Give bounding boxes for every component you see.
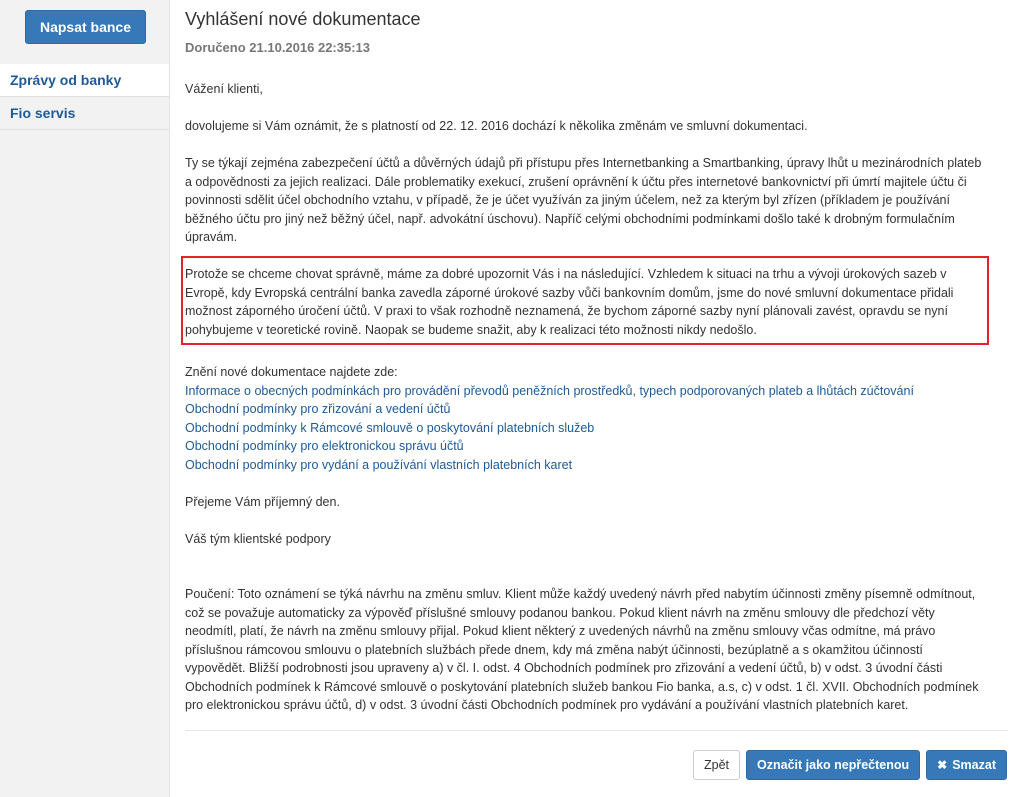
link-electronic-account-terms[interactable]: Obchodní podmínky pro elektronickou správu účtů xyxy=(185,439,464,453)
link-account-terms[interactable]: Obchodní podmínky pro zřizování a vedení účtů xyxy=(185,402,451,416)
delete-button-label: Smazat xyxy=(952,758,996,772)
legal-notice: Poučení: Toto oznámení se týká návrhu na změnu smluv. Klient může každý uvedený návrh před nabytím účinnosti změny písemně odmítnout, což se považuje automaticky za výpověď příslušné smlouvy podanou bankou. Pokud klient návrh na změnu smlouvy dle předchozí věty neodmítl, platí, že návrh na změnu smlouvy přijal. Pokud klient některý z uvedených návrhů na změnu smlouvy včas odmítne, má právo příslušnou rámcovou smlouvu o platebních službách přede dnem, kdy má změna nabýt účinnosti, bezúplatně a s okamžitou účinností vypovědět. Bližší podrobnosti jsou upraveny a) v čl. I. odst. 4 Obchodních podmínek pro zřizování a vedení účtů, b) v odst. 3 úvodní části Obchodních podmínek k Rámcové smlouvě o poskytování platebních služeb bankou Fio banka, a.s, c) v odst. 1 čl. XVII. Obchodních podmínek pro elektronickou správu účtů, d) v odst. 3 úvodní části Obchodních podmínek pro vydávání a používání vlastních platebních karet. xyxy=(185,587,979,712)
link-payment-info[interactable]: Informace o obecných podmínkách pro provádění převodů peněžních prostředků, typech podporovaných plateb a lhůtách zúčtování xyxy=(185,383,914,398)
delete-button[interactable] xyxy=(926,750,1007,780)
message-title: Vyhlášení nové dokumentace xyxy=(185,9,421,29)
compose-message-button[interactable]: Napsat bance xyxy=(25,10,146,44)
message-actions xyxy=(693,750,1007,780)
mark-unread-button[interactable]: Označit jako nepřečtenou xyxy=(746,750,920,780)
message-received-date: Doručeno 21.10.2016 22:35:13 xyxy=(185,40,370,55)
back-button[interactable]: Zpět xyxy=(693,750,740,780)
documentation-links xyxy=(185,363,985,474)
link-framework-agreement-terms[interactable]: Obchodní podmínky k Rámcové smlouvě o poskytování platebních služeb xyxy=(185,420,595,435)
close-icon: ✖ xyxy=(937,758,948,772)
message-signature: Váš tým klientské podpory xyxy=(185,531,331,546)
link-payment-card-terms[interactable]: Obchodní podmínky pro vydání a používání vlastních platebních karet xyxy=(185,457,573,472)
sidebar-item-bank-messages[interactable]: Zprávy od banky xyxy=(0,64,169,97)
highlighted-paragraph: Protože se chceme chovat správně, máme za dobré upozornit Vás i na následující. Vzhledem k situaci na trhu a vývoji úrokových sazeb v Evropě, kdy Evropská centrální banka zavedla záporné úrokové sazby vůči bankovním domům, jsme do nové smluvní dokumentace přidali možnost záporného úročení účtů. V praxi to však rozhodně neznamená, že bychom záporné sazby nyní plánovali zavést, opravdu se nyní pohybujeme v teoretické rovině. Naopak se budeme snažit, aby k realizaci této možnosti nikdy nedošlo. xyxy=(181,256,989,345)
message-paragraph-2: Ty se týkají zejména zabezpečení účtů a důvěrných údajů při přístupu přes Internetbanking a Smartbanking, úpravy lhůt u mezinárodních plateb a odpovědnosti za jejich realizaci. Dále problematiky exekucí, zrušení oprávnění k účtu přes internetové bankovnictví při úmrtí majitele účtu či povinnosti sdělit účel obchodního vztahu, v případě, že je účet využíván za jiným účelem, než za kterým byl zřízen (příkladem je používání běžného účtu pro jiný než běžný účel, např. advokátní úschovu). Napříč celými obchodními podmínkami došlo také k drobným formulačním úpravám. xyxy=(185,156,982,244)
message-paragraph-1: dovolujeme si Vám oznámit, že s platností od 22. 12. 2016 dochází k několika změnám ve smluvní dokumentaci. xyxy=(185,119,808,133)
message-body xyxy=(185,80,985,715)
message-greeting: Vážení klienti, xyxy=(185,82,263,96)
message-closing: Přejeme Vám příjemný den. xyxy=(185,494,340,509)
links-intro: Znění nové dokumentace najdete zde: xyxy=(185,365,398,379)
sidebar-nav xyxy=(0,64,169,130)
sidebar xyxy=(0,0,170,797)
divider xyxy=(185,730,1008,731)
sidebar-item-fio-servis[interactable]: Fio servis xyxy=(0,97,169,130)
